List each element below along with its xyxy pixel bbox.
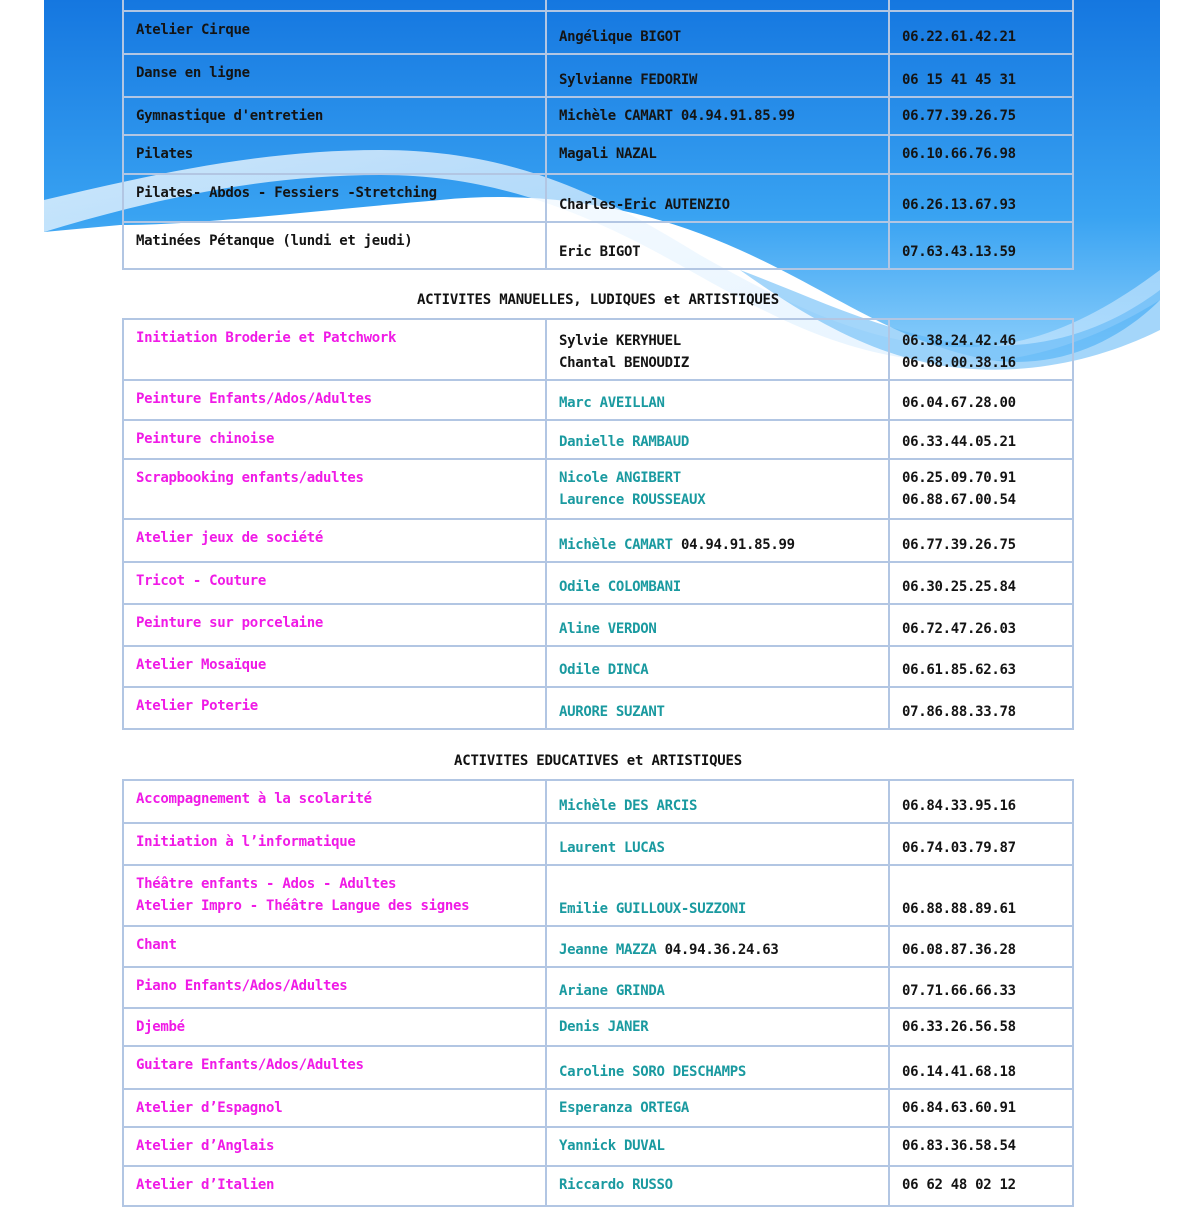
phone-cell: 06.83.36.58.54 — [889, 1127, 1073, 1166]
phone-number: 06.68.00.38.16 — [902, 355, 1016, 371]
contact-name: Chantal BENOUDIZ — [559, 355, 690, 371]
contact-cell — [546, 1089, 889, 1127]
activity-name: Matinées Pétanque (lundi et jeudi) — [136, 233, 413, 249]
activity-name: Peinture chinoise — [136, 431, 275, 447]
contact-cell — [546, 562, 889, 604]
phone-cell — [889, 459, 1073, 519]
table-row — [123, 865, 1073, 926]
phone-cell: 06.84.63.60.91 — [889, 1089, 1073, 1127]
table-row — [123, 135, 1073, 174]
table-row — [123, 562, 1073, 604]
contact-cell — [546, 604, 889, 646]
activity-name: Piano Enfants/Ados/Adultes — [136, 978, 348, 994]
activity-name: Initiation à l’informatique — [136, 834, 356, 850]
contact-name: Esperanza ORTEGA — [559, 1100, 690, 1116]
activity-cell — [123, 562, 546, 604]
table-row — [123, 926, 1073, 967]
activity-name: Tricot - Couture — [136, 573, 267, 589]
activity-name: Gymnastique d'entretien — [136, 108, 323, 124]
educational-activities-table — [122, 779, 1074, 1207]
activity-cell — [123, 1046, 546, 1089]
sports-table — [122, 0, 1074, 270]
contact-cell — [546, 319, 889, 380]
phone-cell: 07.86.88.33.78 — [889, 687, 1073, 729]
table-row — [123, 646, 1073, 687]
table-row — [123, 54, 1073, 97]
contact-name: Odile DINCA — [559, 662, 649, 678]
table-row — [123, 0, 1073, 11]
contact-name: Caroline SORO DESCHAMPS — [559, 1064, 746, 1080]
contact-cell — [546, 780, 889, 823]
phone-cell: 07.63.43.13.59 — [889, 222, 1073, 269]
activity-name: Chant — [136, 937, 177, 953]
contact-name: Eric BIGOT — [559, 244, 641, 260]
contact-name: Nicole ANGIBERT — [559, 470, 681, 486]
activity-cell — [123, 519, 546, 562]
activity-cell — [123, 222, 546, 269]
activity-cell — [123, 97, 546, 135]
phone-cell: 06.08.87.36.28 — [889, 926, 1073, 967]
phone-cell: 06.33.44.05.21 — [889, 420, 1073, 459]
contact-name: Denis JANER — [559, 1019, 649, 1035]
contact-name: Sylvianne FEDORIW — [559, 72, 698, 88]
activity-name: Atelier d’Italien — [136, 1177, 275, 1193]
activity-name: Atelier d’Espagnol — [136, 1100, 283, 1116]
contact-cell — [546, 174, 889, 222]
contact-cell — [546, 1127, 889, 1166]
activity-cell — [123, 174, 546, 222]
contact-landline: 04.94.91.85.99 — [672, 537, 795, 553]
contact-name: Magali NAZAL — [559, 146, 657, 162]
activity-name: Scrapbooking enfants/adultes — [136, 470, 364, 486]
contact-name: Marc AVEILLAN — [559, 395, 665, 411]
contact-name: Charles-Eric AUTENZIO — [559, 197, 730, 213]
phone-cell: 06.30.25.25.84 — [889, 562, 1073, 604]
contact-cell — [546, 135, 889, 174]
activity-cell — [123, 823, 546, 865]
phone-cell: 06.77.39.26.75 — [889, 97, 1073, 135]
activity-cell — [123, 1089, 546, 1127]
phone-cell: 06.14.41.68.18 — [889, 1046, 1073, 1089]
phone-cell: 06.33.26.56.58 — [889, 1008, 1073, 1046]
activity-cell — [123, 135, 546, 174]
activity-cell — [123, 1127, 546, 1166]
activity-name: Peinture Enfants/Ados/Adultes — [136, 391, 372, 407]
contact-cell — [546, 687, 889, 729]
contact-cell — [546, 823, 889, 865]
activity-cell — [123, 319, 546, 380]
table-row — [123, 222, 1073, 269]
activity-cell — [123, 459, 546, 519]
activity-name: Théâtre enfants - Ados - Adultes — [136, 876, 397, 892]
table-row — [123, 967, 1073, 1008]
section-heading-educational-activities: ACTIVITES EDUCATIVES et ARTISTIQUES — [453, 753, 742, 769]
activity-cell — [123, 865, 546, 926]
table-row — [123, 823, 1073, 865]
activity-name: Pilates — [136, 146, 193, 162]
contact-name: Emilie GUILLOUX-SUZZONI — [559, 901, 746, 917]
manual-activities-table — [122, 318, 1074, 730]
activity-cell — [123, 780, 546, 823]
contact-cell — [546, 97, 889, 135]
contact-cell — [546, 1166, 889, 1206]
activity-cell — [123, 646, 546, 687]
contact-name: Ariane GRINDA — [559, 983, 665, 999]
activity-name: Atelier Impro - Théâtre Langue des signes — [136, 898, 470, 914]
activity-name: Djembé — [136, 1019, 185, 1035]
phone-cell: 06.88.88.89.61 — [889, 865, 1073, 926]
contact-name: Laurence ROUSSEAUX — [559, 492, 706, 508]
contact-name: Yannick DUVAL — [559, 1138, 665, 1154]
contact-name: Danielle RAMBAUD — [559, 434, 690, 450]
phone-cell: 06.72.47.26.03 — [889, 604, 1073, 646]
phone-cell: 06.74.03.79.87 — [889, 823, 1073, 865]
contact-cell — [546, 459, 889, 519]
phone-cell — [889, 319, 1073, 380]
contact-name: Michèle DES ARCIS — [559, 798, 698, 814]
phone-cell: 06.26.13.67.93 — [889, 174, 1073, 222]
contact-cell — [546, 420, 889, 459]
activity-cell — [123, 1008, 546, 1046]
phone-number: 06.38.24.42.46 — [902, 333, 1016, 349]
activity-cell — [123, 11, 546, 54]
activity-name: Accompagnement à la scolarité — [136, 791, 372, 807]
section-heading-manual-activities: ACTIVITES MANUELLES, LUDIQUES et ARTISTIQUES — [416, 292, 780, 308]
contact-cell — [546, 380, 889, 420]
table-row — [123, 1008, 1073, 1046]
phone-number: 06.25.09.70.91 — [902, 470, 1016, 486]
contact-cell — [546, 926, 889, 967]
activity-cell — [123, 420, 546, 459]
activity-cell — [123, 604, 546, 646]
activity-name: Peinture sur porcelaine — [136, 615, 323, 631]
table-row — [123, 97, 1073, 135]
activity-name: Pilates- Abdos - Fessiers -Stretching — [136, 185, 437, 201]
contact-cell — [546, 1008, 889, 1046]
table-row — [123, 319, 1073, 380]
activity-name: Atelier Cirque — [136, 22, 250, 38]
activity-cell — [123, 926, 546, 967]
contact-cell — [546, 11, 889, 54]
table-row — [123, 380, 1073, 420]
contact-name: Odile COLOMBANI — [559, 579, 681, 595]
table-row — [123, 459, 1073, 519]
contact-landline: 04.94.36.24.63 — [656, 942, 779, 958]
contact-name: AURORE SUZANT — [559, 704, 665, 720]
phone-cell: 07.71.66.66.33 — [889, 967, 1073, 1008]
activity-name: Atelier Poterie — [136, 698, 258, 714]
contact-name: Riccardo RUSSO — [559, 1177, 673, 1193]
activity-cell — [123, 687, 546, 729]
phone-cell: 06.10.66.76.98 — [889, 135, 1073, 174]
contact-name: Angélique BIGOT — [559, 29, 681, 45]
activity-name: Danse en ligne — [136, 65, 250, 81]
phone-cell: 06.84.33.95.16 — [889, 780, 1073, 823]
phone-cell: 06.61.85.62.63 — [889, 646, 1073, 687]
contact-name: Jeanne MAZZA — [559, 942, 657, 958]
contact-name: Michèle CAMART 04.94.91.85.99 — [559, 108, 795, 124]
activity-name: Initiation Broderie et Patchwork — [136, 330, 397, 346]
table-row — [123, 780, 1073, 823]
table-row — [123, 1127, 1073, 1166]
phone-cell: 06.77.39.26.75 — [889, 519, 1073, 562]
contact-cell — [546, 646, 889, 687]
table-row — [123, 687, 1073, 729]
phone-cell: 06.04.67.28.00 — [889, 380, 1073, 420]
contact-cell — [546, 54, 889, 97]
activity-cell — [123, 967, 546, 1008]
contact-name: Aline VERDON — [559, 621, 657, 637]
phone-cell: 06.22.61.42.21 — [889, 11, 1073, 54]
activity-name: Atelier jeux de société — [136, 530, 323, 546]
phone-cell: 06 15 41 45 31 — [889, 54, 1073, 97]
activity-cell — [123, 380, 546, 420]
contact-name: Laurent LUCAS — [559, 840, 665, 856]
table-row — [123, 174, 1073, 222]
activity-name: Atelier Mosaïque — [136, 657, 267, 673]
table-row — [123, 1166, 1073, 1206]
table-row — [123, 1046, 1073, 1089]
contact-cell — [546, 967, 889, 1008]
table-row — [123, 11, 1073, 54]
contact-name: Michèle CAMART — [559, 537, 673, 553]
contact-cell — [546, 865, 889, 926]
table-row — [123, 1089, 1073, 1127]
contact-cell — [546, 519, 889, 562]
phone-cell: 06 62 48 02 12 — [889, 1166, 1073, 1206]
table-row — [123, 604, 1073, 646]
contact-cell — [546, 1046, 889, 1089]
phone-number: 06.88.67.00.54 — [902, 492, 1016, 508]
contact-cell — [546, 222, 889, 269]
activity-name: Atelier d’Anglais — [136, 1138, 275, 1154]
activity-cell — [123, 1166, 546, 1206]
activity-cell — [123, 54, 546, 97]
table-row — [123, 420, 1073, 459]
table-row — [123, 519, 1073, 562]
contact-name: Sylvie KERYHUEL — [559, 333, 681, 349]
activity-name: Guitare Enfants/Ados/Adultes — [136, 1057, 364, 1073]
